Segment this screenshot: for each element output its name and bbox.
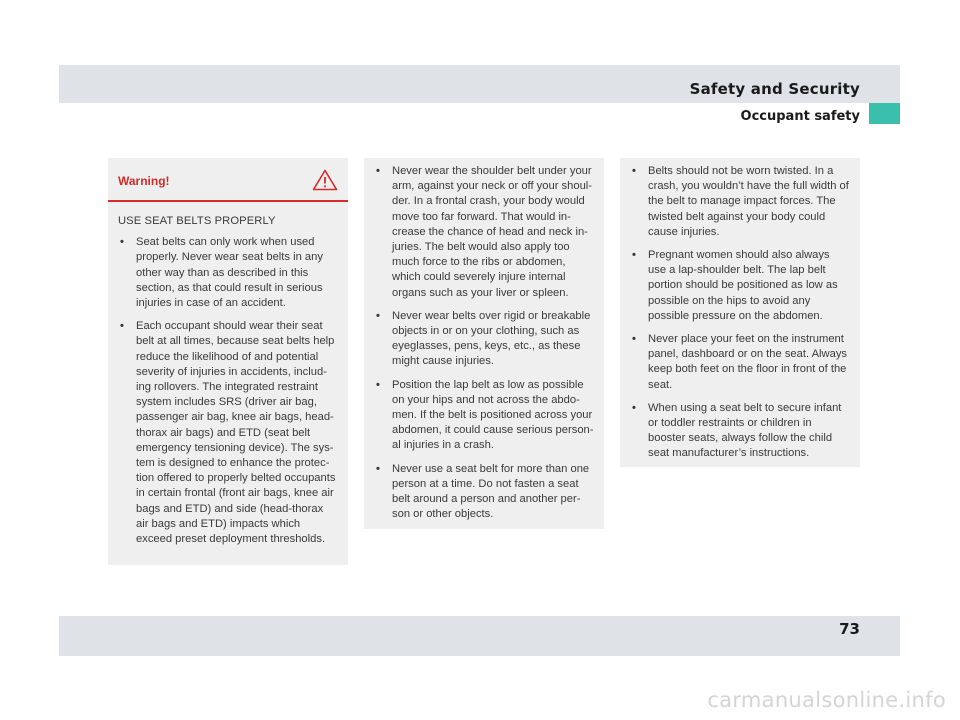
list-item-text: Position the lap belt as low as possible on your hips and not across the abdo-men. If the belt is positioned across your abdomen, it could cause serious person-al injuries in a crash.: [392, 378, 594, 452]
page-number: 73: [839, 620, 860, 638]
list-item: • Pregnant women should also always use a lap-shoulder belt. The lap belt portion should be positioned as low as possible on the hips to avoid any possible pressure on the abdomen.: [632, 249, 838, 322]
list-item: • Never wear belts over rigid or breakable objects in or on your clothing, such as eyeglasses, pens, keys, etc., as these might cause injuries.: [376, 309, 591, 368]
list-item-text: Never wear belts over rigid or breakable objects in or on your clothing, such as eyeglasses, pens, keys, etc., as these might cause injuries.: [392, 309, 591, 368]
accent-marker: [869, 103, 900, 124]
right-column-panel: [620, 158, 860, 467]
list-item-text: Belts should not be worn twisted. In a crash, you wouldn’t have the full width of the belt to manage impact forces. The twisted belt against your body could cause injuries.: [648, 165, 849, 238]
subsection-title: Occupant safety: [740, 109, 860, 124]
list-item-text: When using a seat belt to secure infant or toddler restraints or children in booster seats, always follow the child seat manufacturer’s instructions.: [648, 401, 842, 460]
watermark: carmanualsonline.info: [707, 688, 946, 712]
list-item-text: Never wear the shoulder belt under your arm, against your neck or off your shoul-der. In a frontal crash, your body would move too far forward. That would in-crease the chance of head and neck in-juries. The belt would also apply too much force to the ribs or abdomen, which could severely injure internal organs such as your liver or spleen.: [392, 165, 593, 299]
list-item: • Seat belts can only work when used properly. Never wear seat belts in any other way than as described in this section, as that could result in serious injuries in case of an accident.: [120, 236, 323, 310]
list-item-text: Never use a seat belt for more than one person at a time. Do not fasten a seat belt around a person and another per-son or other objects.: [392, 462, 590, 521]
warning-label: Warning!: [118, 174, 170, 188]
middle-list: [364, 164, 604, 522]
section-title: Safety and Security: [689, 80, 860, 98]
list-item: • Position the lap belt as low as possible on your hips and not across the abdo-men. If the belt is positioned across your abdomen, it could cause serious person-al injuries in a crash.: [376, 378, 594, 452]
list-item: • Belts should not be worn twisted. In a crash, you wouldn’t have the full width of the belt to manage impact forces. The twisted belt against your body could cause injuries.: [632, 165, 849, 238]
list-item: • Each occupant should wear their seat belt at all times, because seat belts help reduce the likelihood of and potential severity of injuries in accidents, includ-ing rollovers. The integrated restraint system includes SRS (driver air bag, passenger air bag, knee air bags, head-thorax air bags) and ETD (seat belt emergency tensioning device). The sys-tem is designed to enhance the protec-tion offered to properly belted occupants in certain frontal (front air bags, knee air bags and ETD) and side (head-thorax air bags and ETD) impacts which exceed preset deployment thresholds.: [120, 320, 336, 546]
list-item: • Never use a seat belt for more than one person at a time. Do not fasten a seat belt around a person and another per-son or other objects.: [376, 462, 590, 521]
list-item-text: Pregnant women should also always use a lap-shoulder belt. The lap belt portion should be positioned as low as possible on the hips to avoid any possible pressure on the abdomen.: [648, 249, 838, 322]
middle-column-panel: [364, 158, 604, 529]
list-item-text: Seat belts can only work when used properly. Never wear seat belts in any other way than as described in this section, as that could result in serious injuries in case of an accident.: [136, 236, 323, 310]
right-list: [620, 164, 860, 462]
list-item: • Never place your feet on the instrument panel, dashboard or on the seat. Always keep both feet on the floor in front of the seat.: [632, 333, 848, 391]
warning-list: [108, 235, 348, 547]
list-item-text: Never place your feet on the instrument panel, dashboard or on the seat. Always keep both feet on the floor in front of the seat.: [648, 333, 848, 391]
warning-triangle-icon: [312, 169, 338, 191]
list-item: • Never wear the shoulder belt under your arm, against your neck or off your shoul-der. In a frontal crash, your body would move too far forward. That would in-crease the chance of head and neck in-juries. The belt would also apply too much force to the ribs or abdomen, which could severely injure internal organs such as your liver or spleen.: [376, 165, 593, 299]
footer-band: [59, 616, 900, 656]
warning-panel: [108, 158, 348, 565]
list-item: • When using a seat belt to secure infant or toddler restraints or children in booster seats, always follow the child seat manufacturer’s instructions.: [632, 401, 842, 460]
warning-heading: USE SEAT BELTS PROPERLY: [118, 215, 276, 227]
list-item-text: Each occupant should wear their seat belt at all times, because seat belts help reduce the likelihood of and potential severity of injuries in accidents, includ-ing rollovers. The integrated restraint system includes SRS (driver air bag, passenger air bag, knee air bags, head-thorax air bags) and ETD (seat belt emergency tensioning device). The sys-tem is designed to enhance the protec-tion offered to properly belted occupants in certain frontal (front air bags, knee air bags and ETD) and side (head-thorax air bags and ETD) impacts which exceed preset deployment thresholds.: [136, 320, 336, 546]
warning-header: [108, 158, 348, 202]
